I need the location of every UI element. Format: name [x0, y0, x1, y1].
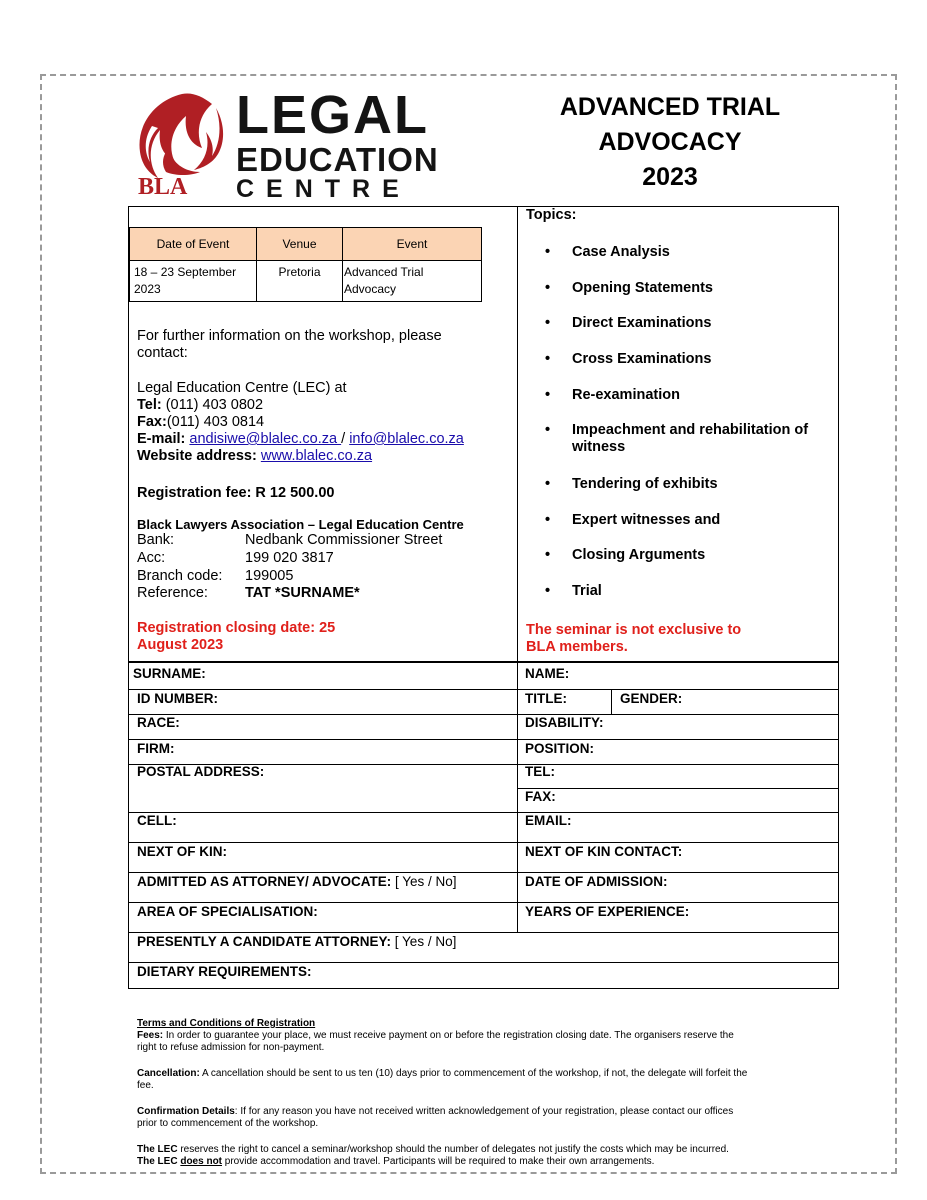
- topics-heading: Topics:: [526, 207, 577, 223]
- info-divider: [517, 206, 518, 662]
- email-link-andisiwe[interactable]: andisiwe@blalec.co.za: [189, 431, 342, 447]
- seminar-note: The seminar is not exclusive to BLA members.: [526, 622, 742, 655]
- field-dietary-requirements[interactable]: DIETARY REQUIREMENTS:: [137, 964, 312, 979]
- event-venue: Pretoria: [257, 261, 343, 302]
- terms-fees: Fees: In order to guarantee your place, we must receive payment on or before the registration closing date. The organisers reserve the: [137, 1030, 734, 1041]
- contact-tel: Tel: (011) 403 0802: [137, 397, 264, 413]
- field-postal-address[interactable]: POSTAL ADDRESS:: [137, 764, 265, 779]
- field-area-of-specialisation[interactable]: AREA OF SPECIALISATION:: [137, 904, 318, 919]
- website-link[interactable]: www.blalec.co.za: [260, 448, 373, 464]
- terms-lec-accommodation: The LEC does not provide accommodation and travel. Participants will be required to make their own arrangements.: [137, 1156, 655, 1167]
- field-tel[interactable]: TEL:: [525, 764, 555, 779]
- logo-word-education: EDUCATION: [236, 141, 439, 178]
- bank-row: Bank: Nedbank Commissioner Street: [137, 532, 443, 548]
- event-table: [129, 227, 482, 302]
- field-title[interactable]: TITLE:: [525, 691, 567, 706]
- bank-row: Acc: 199 020 3817: [137, 550, 334, 566]
- field-id-number[interactable]: ID NUMBER:: [137, 691, 218, 706]
- contact-org: Legal Education Centre (LEC) at: [137, 380, 347, 396]
- field-email[interactable]: EMAIL:: [525, 813, 572, 828]
- bank-heading: Black Lawyers Association – Legal Education Centre: [137, 517, 464, 532]
- event-header-event: Event: [343, 228, 482, 261]
- field-gender[interactable]: GENDER:: [620, 691, 683, 706]
- field-admitted[interactable]: ADMITTED AS ATTORNEY/ ADVOCATE: [ Yes / No]: [137, 874, 457, 889]
- field-date-of-admission[interactable]: DATE OF ADMISSION:: [525, 874, 668, 889]
- contact-email: E-mail: andisiwe@blalec.co.za / info@blalec.co.za: [137, 431, 464, 447]
- field-position[interactable]: POSITION:: [525, 741, 595, 756]
- document-title: [520, 90, 820, 195]
- email-link-info[interactable]: info@blalec.co.za: [349, 431, 464, 447]
- contact-fax: Fax:(011) 403 0814: [137, 414, 265, 430]
- lec-logo: [132, 86, 452, 202]
- bank-row: Reference: TAT *SURNAME*: [137, 585, 360, 601]
- field-surname[interactable]: SURNAME:: [133, 666, 206, 681]
- contact-details: [137, 380, 464, 465]
- field-years-of-experience[interactable]: YEARS OF EXPERIENCE:: [525, 904, 690, 919]
- terms-lec-cancel: The LEC reserves the right to cancel a seminar/workshop should the number of delegates not justify the costs which may be incurred.: [137, 1144, 729, 1155]
- registration-fee: Registration fee: R 12 500.00: [137, 485, 335, 501]
- logo-bla-mark: BLA: [138, 174, 188, 200]
- terms-heading: Terms and Conditions of Registration: [137, 1018, 316, 1029]
- field-race[interactable]: RACE:: [137, 715, 180, 730]
- title-line: ADVANCED TRIAL: [559, 93, 781, 121]
- field-candidate-attorney[interactable]: PRESENTLY A CANDIDATE ATTORNEY: [ Yes / No]: [137, 934, 457, 949]
- terms-confirmation: Confirmation Details: If for any reason you have not received written acknowledgement of your registration, please contact our offices: [137, 1106, 734, 1117]
- contact-intro: For further information on the workshop, please contact:: [137, 328, 442, 361]
- event-date: 18 – 23 September 2023: [130, 261, 257, 302]
- event-header-date: Date of Event: [130, 228, 257, 261]
- terms-cancellation: Cancellation: A cancellation should be sent to us ten (10) days prior to commencement of the workshop, if not, the delegate will forfeit the: [137, 1068, 748, 1079]
- contact-website: Website address: www.blalec.co.za: [137, 448, 373, 464]
- field-name[interactable]: NAME:: [525, 666, 570, 681]
- field-next-of-kin-contact[interactable]: NEXT OF KIN CONTACT:: [525, 844, 683, 859]
- event-name: Advanced Trial Advocacy: [343, 261, 482, 302]
- closing-date: Registration closing date: 25 August 2023: [137, 620, 336, 653]
- terms-section: Terms and Conditions of Registration Fees: In order to guarantee your place, we must receive payment on or before the registration closing date. The organisers reserve the right to refuse admission for non-payment. Cancellation: A cancellation should be sent to us ten (10) days prior to commencement of the workshop, if not, the delegate will forfeit the fee. Confirmation Details: If for any reason you have not received written acknowledgement of your registration, please contact our offices prior to commencement of the workshop. The LEC reserves the right to cancel a seminar/workshop should the number of delegates not justify the costs which may be incurred. The LEC does not provide accommodation and travel. Participants will be required to make their own arrangements.: [137, 1018, 797, 1168]
- title-line: ADVOCACY: [598, 128, 742, 156]
- field-fax[interactable]: FAX:: [525, 789, 556, 804]
- event-header-venue: Venue: [257, 228, 343, 261]
- logo-word-centre: CENTRE: [236, 175, 411, 203]
- logo-word-legal: LEGAL: [236, 85, 429, 145]
- field-cell[interactable]: CELL:: [137, 813, 177, 828]
- title-line: 2023: [642, 163, 698, 191]
- field-disability[interactable]: DISABILITY:: [525, 715, 604, 730]
- field-firm[interactable]: FIRM:: [137, 741, 175, 756]
- bank-row: Branch code: 199005: [137, 568, 294, 584]
- field-next-of-kin[interactable]: NEXT OF KIN:: [137, 844, 227, 859]
